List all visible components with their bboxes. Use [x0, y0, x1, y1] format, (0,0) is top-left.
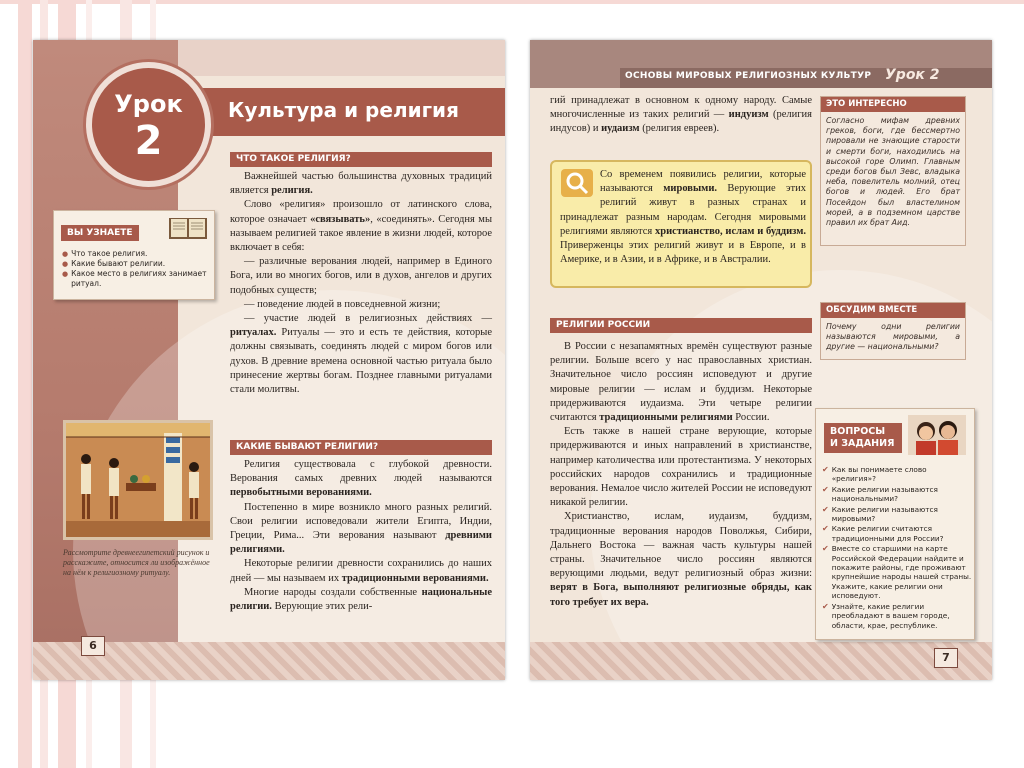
- discuss-box: [820, 302, 966, 360]
- learn-item: ● Какие бывают религии.: [62, 259, 166, 268]
- lesson-title: Культура и религия: [228, 98, 459, 122]
- world-religions-box: Со временем появились религии, которые называются мировыми. Верующие этих религий живут в разных странах и принадлежат разным народам. Сегодня мировыми религиями являются христианство, ислам и буддизм. Приверженцы этих религий живут и в Европе, и в Америке, и в Азии, и в Африке, и в Австралии.: [550, 160, 812, 288]
- lesson-badge: [86, 62, 211, 187]
- lesson-badge-number: 2: [134, 118, 163, 164]
- section-heading-religions-of-russia: РЕЛИГИИ РОССИИ: [550, 318, 812, 333]
- continuation-text: гий принадлежат в основном к одному народу. Самые многочисленные из таких религий — индуизм (религия индусов) и иудаизм (религия евреев).: [550, 95, 812, 135]
- learn-item: ● Что такое религия.: [62, 249, 148, 258]
- egyptian-fresco-image: [63, 420, 213, 540]
- book-title: ОСНОВЫ МИРОВЫХ РЕЛИГИОЗНЫХ КУЛЬТУР: [625, 71, 872, 81]
- questions-box: [815, 408, 975, 640]
- page-number-left: 6: [81, 636, 105, 656]
- lesson-badge-word: Урок: [114, 90, 183, 118]
- learn-item: ● Какое место в религиях занимает ритуал.: [62, 269, 207, 288]
- check-icon: ✔: [822, 484, 829, 494]
- check-icon: ✔: [822, 465, 829, 474]
- image-caption: Рассмотрите древнеегипетский рисунок и расскажите, относится ли изображённое на нём к религиозному ритуалу.: [63, 548, 210, 577]
- learn-box: [53, 210, 215, 300]
- interesting-box: [820, 96, 966, 246]
- magnifier-icon: [560, 168, 594, 198]
- question-item: ✔ Какие религии называются национальными?: [822, 484, 938, 504]
- questions-heading: ВОПРОСЫ И ЗАДАНИЯ: [824, 423, 902, 453]
- check-icon: ✔: [822, 504, 829, 514]
- interesting-text: Согласно мифам древних греков, боги, где бессмертно пировали не знающие старости и смерти боги, находились на высокой горе Олимп. Главным среди богов был Зевс, владыка неба, повелитель молний, отец богов и людей. Его брат Посейдон был властелином морей, а в подземном царстве правил их брат Аид.: [826, 116, 960, 228]
- section-heading-kinds-of-religion: КАКИЕ БЫВАЮТ РЕЛИГИИ?: [230, 440, 492, 455]
- left-page: [33, 40, 505, 680]
- interesting-heading: ЭТО ИНТЕРЕСНО: [821, 97, 965, 112]
- page-number-right: 7: [934, 648, 958, 668]
- book-icon: [168, 215, 208, 241]
- question-item: ✔ Какие религии считаются традиционными для России?: [822, 524, 944, 543]
- section-religions-of-russia-text: В России с незапамятных времён существуют разные религии. Больше всего у нас православных христиан. Значительное число россиян исповедуют и другие мировые религии — ислам и буддизм. Некоторые придерживаются иудаизма. Эти четыре религии считаются традиционными религиями России. Есть также в нашей стране верующие, которые придерживаются и иных направлений в христианстве, например католичества или протестантизма. У некоторых российских народов сохранились и традиционные верования. Немалое число жителей России не исповедуют никакой религии. Христианство, ислам, иудаизм, буддизм, традиционные верования народов Поволжья, Сибири, Дальнего Востока — важная часть культуры нашей страны. Значительное число россиян являются верующими людьми, ведут религиозный образ жизни: верят в Бога, выполняют религиозные обряды, как того требует их вера.: [550, 341, 812, 608]
- check-icon: ✔: [822, 544, 829, 554]
- question-item: ✔ Вместе со старшими на карте Российской Федерации найдите и покажите районы, где проживают крупнейшие народы нашей страны. Укажите, какие религии они исповедуют.: [822, 544, 972, 601]
- section-heading-what-is-religion: ЧТО ТАКОЕ РЕЛИГИЯ?: [230, 152, 492, 167]
- right-page: [530, 40, 992, 680]
- check-icon: ✔: [822, 524, 829, 534]
- learn-box-heading: ВЫ УЗНАЕТЕ: [61, 225, 139, 241]
- lesson-mark: Урок 2: [885, 67, 940, 83]
- section-kinds-of-religion-text: Религия существовала с глубокой древности. Верования самых древних людей называются первобытными верованиями. Постепенно в мире возникло много разных религий. Свои религии исповедовали жители Египта, Индии, Греции, Рима... Эти верования называют древними религиями. Некоторые религии древности сохранились до наших дней — мы называем их традиционными верованиями. Многие народы создали собственные национальные религии. Верующие этих рели-: [230, 459, 492, 613]
- children-icon: [908, 415, 966, 455]
- discuss-heading: ОБСУДИМ ВМЕСТЕ: [821, 303, 965, 318]
- question-item: ✔ Какие религии называются мировыми?: [822, 504, 938, 524]
- question-item: ✔ Узнайте, какие религии преобладают в вашем городе, области, крае, республике.: [822, 601, 950, 630]
- question-item: ✔ Как вы понимаете слово «религия»?: [822, 465, 927, 484]
- section-what-is-religion-text: Важнейшей частью большинства духовных традиций является религия. Слово «религия» произошло от латинского слова, которое означает «связывать», «соединять». Сегодня мы называем религией такое явление в жизни людей, которое включает в себя: — различные верования людей, например в Единого Бога, или во многих богов, или в духов, ангелов и других подобных существ; — поведение людей в повседневной жизни; — участие людей в религиозных действиях — ритуалах. Ритуалы — это и есть те действия, которые должны связывать, соединять людей с миром богов или духов. В древние времена основной частью ритуала было принесение жертвы богам. Позднее главными ритуалами стали молитвы.: [230, 171, 492, 396]
- learn-list: [62, 249, 212, 289]
- check-icon: ✔: [822, 601, 829, 611]
- discuss-text: Почему одни религии называются мировыми, а другие — национальными?: [826, 322, 960, 352]
- questions-list: [822, 465, 972, 631]
